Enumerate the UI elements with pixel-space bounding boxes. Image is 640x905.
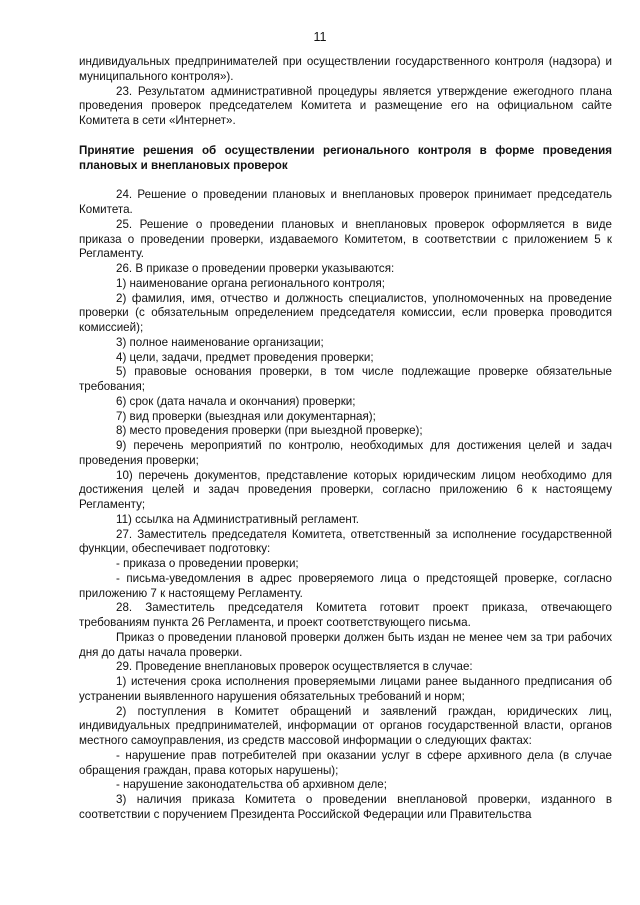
paragraph: Приказ о проведении плановой проверки должен быть издан не менее чем за три рабочих дня до даты начала проверки. bbox=[79, 630, 612, 659]
list-item: 3) полное наименование организации; bbox=[116, 335, 324, 349]
clause-28: 28. Заместитель председателя Комитета готовит проект приказа, отвечающего требованиям пункта 26 Регламента, и проект соответствующего письма. bbox=[79, 601, 612, 629]
list-item: 2) фамилия, имя, отчество и должность специалистов, уполномоченных на проведение проверки (с обязательным определением председателя комиссии, если проверка проводится комиссией); bbox=[79, 291, 612, 334]
page-number: 11 bbox=[313, 30, 327, 44]
list-item: 5) правовые основания проверки, в том числе подлежащие проверке обязательные требования; bbox=[79, 365, 612, 393]
list-item: 2) поступления в Комитет обращений и заявлений граждан, юридических лиц, индивидуальных предпринимателей, информации от органов государственной власти, органов местного самоуправления, из средств массовой информации о следующих фактах: bbox=[79, 704, 612, 747]
document-body bbox=[79, 55, 612, 823]
paragraph: 23. Результатом административной процедуры является утверждение ежегодного плана проведения проверок председателем Комитета и размещение его на официальном сайте Комитета в сети «Интернет». bbox=[79, 84, 612, 127]
list-item: - приказа о проведении проверки; bbox=[116, 557, 299, 570]
list-item: 11) ссылка на Административный регламент. bbox=[116, 512, 359, 526]
list-item: 1) наименование органа регионального контроля; bbox=[116, 276, 386, 290]
paragraph: индивидуальных предпринимателей при осуществлении государственного контроля (надзора) и муниципального контроля»). bbox=[79, 55, 612, 83]
list-item: 4) цели, задачи, предмет проведения проверки; bbox=[116, 350, 374, 364]
clause-29: 29. Проведение внеплановых проверок осуществляется в случае: bbox=[116, 660, 473, 674]
list-item: 7) вид проверки (выездная или документарная); bbox=[116, 409, 376, 423]
list-item: - нарушение прав потребителей при оказании услуг в сфере архивного дела (в случае обращения граждан, права которых нарушены); bbox=[79, 748, 612, 777]
list-item: - нарушение законодательства об архивном деле; bbox=[116, 778, 387, 792]
clause-27: 27. Заместитель председателя Комитета, ответственный за исполнение государственной функции, обеспечивает подготовку: bbox=[79, 527, 612, 556]
list-item: 10) перечень документов, представление которых юридическим лицом необходимо для достижения целей и задач проведения проверки, согласно приложению 6 к настоящему Регламенту; bbox=[79, 468, 612, 511]
clause-25: 25. Решение о проведении плановых и внеплановых проверок оформляется в виде приказа о проведении проверки, издаваемого Комитетом, в соответствии с приложением 5 к Регламенту. bbox=[79, 217, 612, 261]
list-item: 3) наличия приказа Комитета о проведении внеплановой проверки, изданного в соответствии с поручением Президента Российской Федерации или Правительства bbox=[79, 793, 612, 821]
list-item: 1) истечения срока исполнения проверяемыми лицами ранее выданного предписания об устранении выявленного нарушения обязательных требований и норм; bbox=[79, 675, 612, 703]
list-item: 8) место проведения проверки (при выездной проверке); bbox=[116, 424, 423, 438]
list-item: 6) срок (дата начала и окончания) проверки; bbox=[116, 394, 356, 408]
list-item: 9) перечень мероприятий по контролю, необходимых для достижения целей и задач проведения проверки; bbox=[79, 439, 612, 467]
clause-26: 26. В приказе о проведении проверки указываются: bbox=[116, 262, 395, 275]
list-item: - письма-уведомления в адрес проверяемого лица о предстоящей проверке, согласно приложению 7 к настоящему Регламенту. bbox=[79, 571, 612, 600]
clause-24: 24. Решение о проведении плановых и внеплановых проверок принимает председатель Комитета. bbox=[79, 188, 612, 216]
section-heading: Принятие решения об осуществлении регионального контроля в форме проведения плановых и внеплановых проверок bbox=[79, 143, 612, 172]
